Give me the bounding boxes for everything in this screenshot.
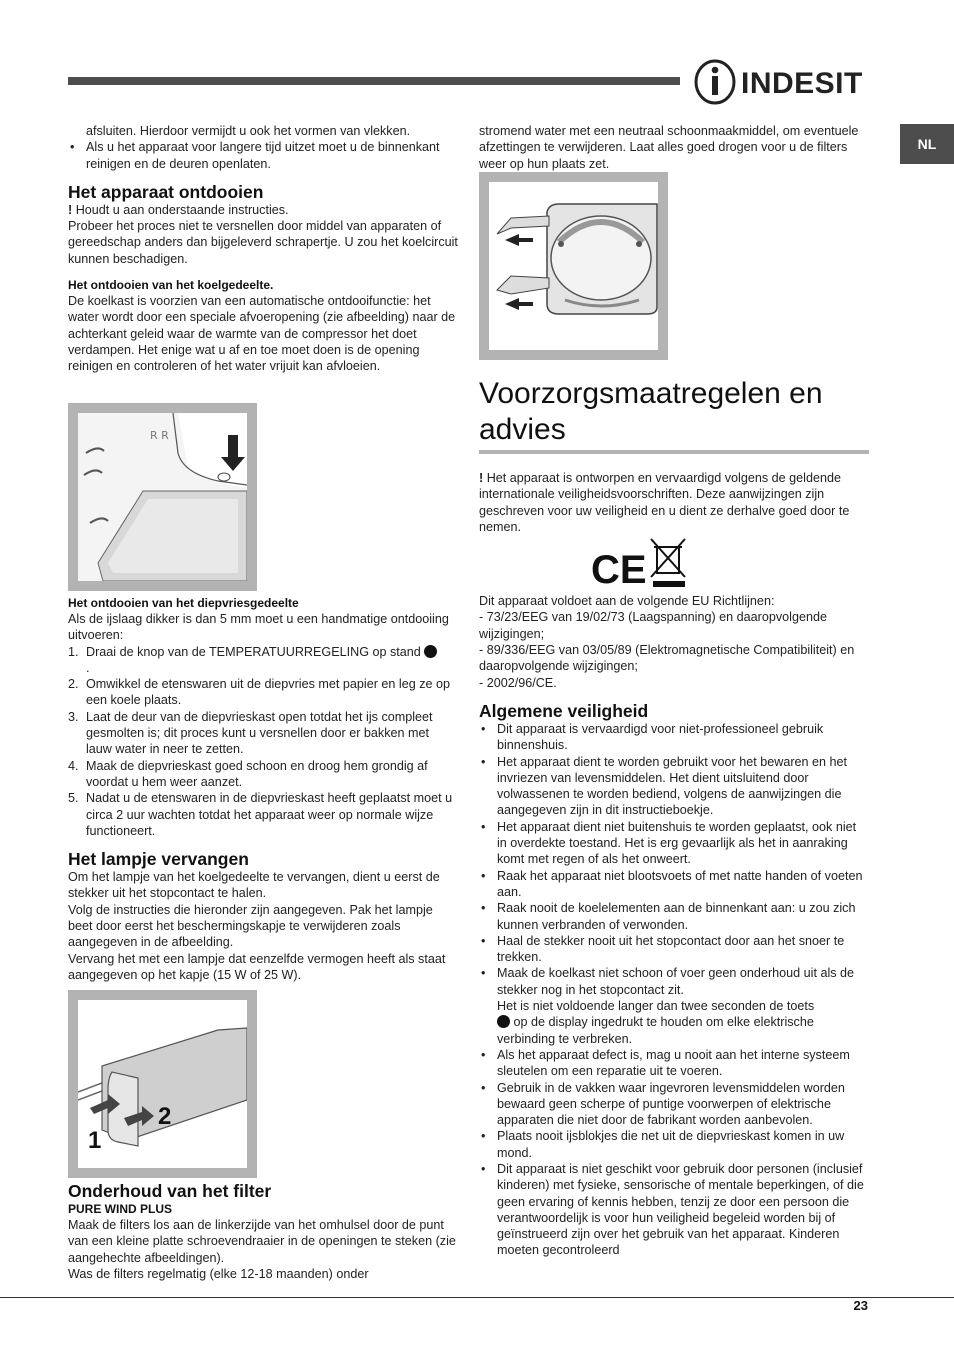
freezer-section <box>68 595 458 983</box>
precautions-title: Voorzorgsmaatregelen en advies <box>479 377 823 446</box>
safety-item: • Raak nooit de koelelementen aan de binnenkant aan: u zou zich kunnen verbranden of verwonden. <box>479 900 869 933</box>
safety-item: • Dit apparaat is niet geschikt voor gebruik door personen (inclusief kinderen) met fysieke, sensorische of mentale beperkingen, of die geen ervaring of kennis hebben, tenzij ze door een persoon die verantwoordelijk is voor hun veiligheid begeleid worden bij of geïnstrueerd zijn over het gebruik van het apparaat. Kinderen moeten gecontroleerd <box>479 1161 869 1259</box>
directives-2: - 73/23/EEG van 19/02/73 (Laagspanning) en daaropvolgende wijzigingen; <box>479 610 827 641</box>
lamp-text-3: Vervang het met een lampje dat eenzelfde vermogen heeft als staat aangegeven op het kapje (15 W of 25 W). <box>68 951 446 982</box>
brand-text: INDESIT <box>741 67 863 100</box>
filter-title: Onderhoud van het filter <box>68 1181 272 1201</box>
safety-item: • Het apparaat dient te worden gebruikt voor het bewaren en het invriezen van levensmiddelen. Het dient uitsluitend door volwassenen te worden bediend, volgens de aanwijzingen die aangegeven zijn in dit instructieboekje. <box>479 754 869 819</box>
freezer-defrost-title: Het ontdooien van het diepvriesgedeelte <box>68 596 299 610</box>
safety-item: • Gebruik in de vakken waar ingevroren levensmiddelen worden bewaard geen scherpe of puntige voorwerpen of elektrische apparaten die niet door de fabrikant worden aanbevolen. <box>479 1080 869 1129</box>
intro-line: afsluiten. Hierdoor vermijdt u ook het vormen van vlekken. <box>86 124 411 138</box>
safety-item: • Plaats nooit ijsblokjes die net uit de diepvrieskast komen in uw mond. <box>479 1128 869 1161</box>
language-tab: NL <box>900 124 954 164</box>
footer-rule <box>0 1297 954 1298</box>
header-bar <box>68 77 680 85</box>
directives-3: - 89/336/EEG van 03/05/89 (Elektromagnetische Compatibiliteit) en daaropvolgende wijzigingen; <box>479 643 855 674</box>
svg-text:R R: R R <box>150 429 169 442</box>
filter-subtitle: PURE WIND PLUS <box>68 1202 173 1216</box>
page-number: 23 <box>853 1298 868 1313</box>
freezer-defrost-text: Als de ijslaag dikker is dan 5 mm moet u een handmatige ontdooiing uitvoeren: <box>68 612 449 643</box>
fig-label-1: 1 <box>88 1127 102 1154</box>
step-2: 2. Omwikkel de etenswaren uit de diepvries met papier en leg ze op een koele plaats. <box>68 677 451 708</box>
title-rule <box>479 450 869 454</box>
fridge-drain-figure <box>68 403 257 591</box>
indesit-logo <box>693 58 871 106</box>
directives-4: - 2002/96/CE. <box>479 675 557 690</box>
left-column <box>68 123 458 375</box>
fig-label-2: 2 <box>158 1103 172 1130</box>
safety-item: • Raak het apparaat niet blootsvoets of met natte handen of voeten aan. <box>479 868 869 901</box>
intro-bullet: • Als u het apparaat voor langere tijd uitzet moet u de binnenkant reinigen en de deuren openlaten. <box>68 139 458 172</box>
lamp-text-2: Volg de instructies die hieronder zijn aangegeven. Pak het lampje beet door eerst het beschermingskapje te verwijderen zoals aangegeven in de afbeelding. <box>68 902 433 950</box>
filter-text-1: Maak de filters los aan de linkerzijde van het omhulsel door de punt van een kleine platte schroevendraaier in de openingen te steken (zie aangehechte afbeeldingen). <box>68 1218 456 1265</box>
step-1: 1. Draai de knop van de TEMPERATUURREGELING op stand . <box>68 644 458 677</box>
fridge-defrost-text: De koelkast is voorzien van een automatische ontdooifunctie: het water wordt door een speciale afvoeropening (zie afbeelding) naar de achterkant geleid waar de warmte van de compressor het doet verdampen. Het enige wat u af en toe moet doen is de opening reinigen en controleren of het water vrijuit kan afvloeien. <box>68 294 456 374</box>
filter-continued: stromend water met een neutraal schoonmaakmiddel, om eventuele afzettingen te verwijderen. Laat alles goed drogen voor u de filters weer op hun plaats zet. <box>479 124 859 171</box>
filter-text-2: Was de filters regelmatig (elke 12-18 maanden) onder <box>68 1266 369 1281</box>
step-4: 4. Maak de diepvrieskast goed schoon en droog hem grondig af voordat u hem weer aanzet. <box>68 758 428 789</box>
filter-section <box>68 1181 458 1282</box>
safety-item: • Haal de stekker nooit uit het stopcontact door aan het snoer te trekken. <box>479 933 869 966</box>
defrost-text: Probeer het proces niet te versnellen door middel van apparaten of gereedschap anders dan bijgeleverd schrapertje. U zou het koelcircuit kunnen beschadigen. <box>68 219 458 266</box>
step-5: 5. Nadat u de etenswaren in de diepvrieskast heeft geplaatst moet u circa 2 uur wachten totdat het apparaat weer op normale wijze functioneert. <box>68 791 453 838</box>
lamp-cover-figure <box>68 990 257 1178</box>
lamp-title: Het lampje vervangen <box>68 849 249 870</box>
safety-item: • Als het apparaat defect is, mag u nooit aan het interne systeem sleutelen om een reparatie uit te voeren. <box>479 1047 869 1080</box>
weee-bin-icon <box>651 539 685 587</box>
ce-mark-icon: CE <box>591 548 647 593</box>
defrost-note: ! Houdt u aan onderstaande instructies. <box>68 202 289 217</box>
lamp-text-1: Om het lampje van het koelgedeelte te vervangen, dient u eerst de stekker uit het stopcontact te halen. <box>68 870 440 901</box>
precautions-section <box>479 376 869 1259</box>
marks-row <box>479 535 869 593</box>
directives-1: Dit apparaat voldoet aan de volgende EU Richtlijnen: <box>479 594 775 609</box>
safety-item: • Het apparaat dient niet buitenshuis te worden geplaatst, ook niet in overdekte toestand. Het is erg gevaarlijk als het in aanraking komt met regen of als het onweert. <box>479 819 869 868</box>
filter-figure <box>479 172 668 360</box>
right-top-text <box>479 123 869 172</box>
knob-dot-icon <box>424 645 437 658</box>
power-button-dot-icon <box>497 1015 510 1028</box>
step-3: 3. Laat de deur van de diepvrieskast open totdat het ijs compleet gesmolten is; dit proces kunt u versnellen door er bakken met lauw water in neer te zetten. <box>68 709 433 757</box>
safety-item: • Maak de koelkast niet schoon of voer geen onderhoud uit als de stekker nog in het stopcontact zit. Het is niet voldoende langer dan twee seconden de toets op de display ingedrukt te houden om elke elektrische verbinding te verbreken. <box>479 965 869 1046</box>
fridge-defrost-title: Het ontdooien van het koelgedeelte. <box>68 278 274 293</box>
safety-item: • Dit apparaat is vervaardigd voor niet-professioneel gebruik binnenshuis. <box>479 721 869 754</box>
safety-title: Algemene veiligheid <box>479 700 649 721</box>
precautions-intro: ! Het apparaat is ontworpen en vervaardigd volgens de geldende internationale veiligheidsvoorschriften. Deze aanwijzingen zijn geschreven voor uw veiligheid en u dient ze derhalve goed door te nemen. <box>479 471 850 534</box>
defrost-title: Het apparaat ontdooien <box>68 181 264 202</box>
